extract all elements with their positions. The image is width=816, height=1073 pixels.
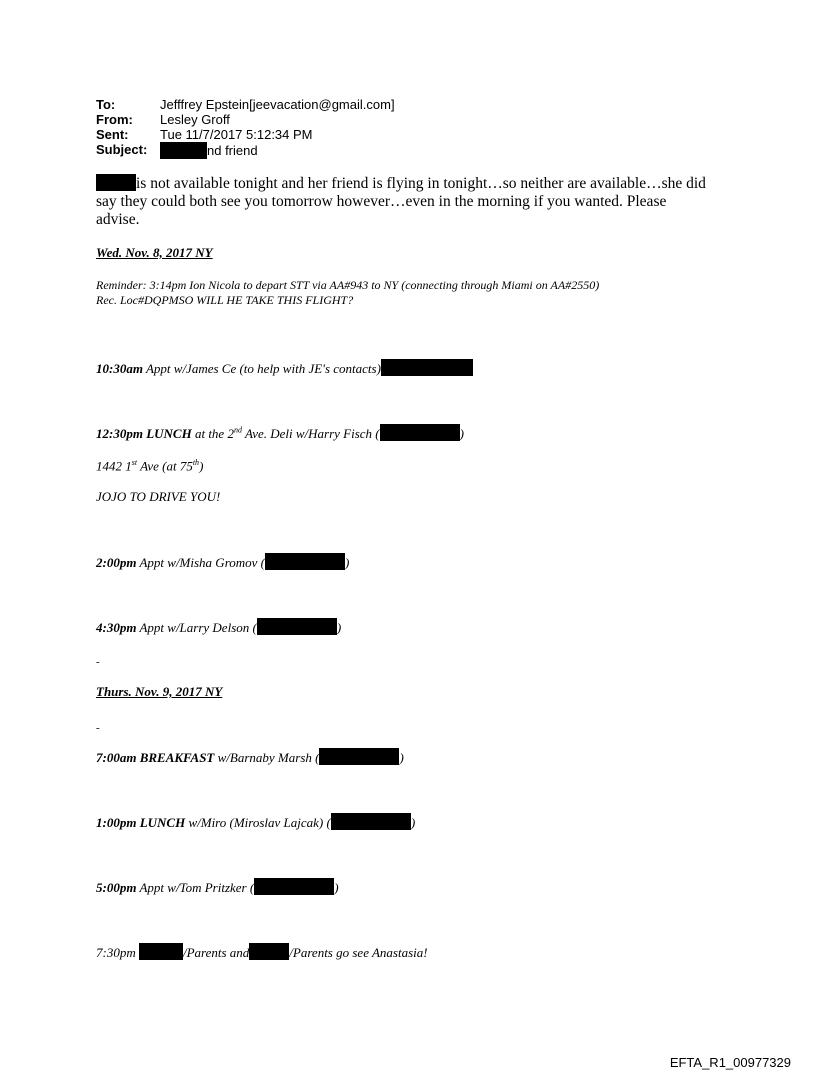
event-100: 1:00pm LUNCH w/Miro (Miroslav Lajcak) ( ) <box>96 815 416 830</box>
separator-dash: - <box>96 722 100 734</box>
redaction-box <box>249 943 289 960</box>
body-line-3: advise. <box>96 211 140 228</box>
event-time: 5:00pm <box>96 880 137 895</box>
event-time: 10:30am <box>96 361 143 376</box>
reminder-line-2: Rec. Loc#DQPMSO WILL HE TAKE THIS FLIGHT? <box>96 293 354 307</box>
redaction-box <box>381 359 473 376</box>
to-row <box>96 97 496 113</box>
sent-row <box>96 127 496 143</box>
redaction-box <box>265 553 345 570</box>
document-id: EFTA_R1_00977329 <box>669 1055 791 1070</box>
subject-row <box>96 142 496 160</box>
event-1230: 12:30pm LUNCH at the 2nd Ave. Deli w/Harry Fisch ( ) <box>96 425 464 441</box>
event-200: 2:00pm Appt w/Misha Gromov ( ) <box>96 555 350 570</box>
event-1230-note: JOJO TO DRIVE YOU! <box>96 489 221 504</box>
event-time: 7:00am BREAKFAST <box>96 750 215 765</box>
event-430: 4:30pm Appt w/Larry Delson ( ) <box>96 620 342 635</box>
event-time: 7:30pm <box>96 945 136 960</box>
redaction-box <box>96 174 136 191</box>
body-line-2: say they could both see you tomorrow however…even in the morning if you wanted. Please <box>96 193 667 210</box>
day1-heading: Wed. Nov. 8, 2017 NY <box>96 245 213 260</box>
event-700: 7:00am BREAKFAST w/Barnaby Marsh ( ) <box>96 750 404 765</box>
reminder-line-1: Reminder: 3:14pm Ion Nicola to depart STT via AA#943 to NY (connecting through Miami on AA#2550) <box>96 278 600 292</box>
redaction-box <box>380 424 460 441</box>
sent-value: Tue 11/7/2017 5:12:34 PM <box>160 127 313 142</box>
sent-label: Sent: <box>96 127 129 142</box>
event-500: 5:00pm Appt w/Tom Pritzker ( ) <box>96 880 339 895</box>
redaction-box <box>139 943 183 960</box>
event-730: 7:30pm /Parents and /Parents go see Anastasia! <box>96 945 428 960</box>
subject-value: nd friend <box>207 143 258 158</box>
event-text: Appt w/James Ce (to help with JE's contacts) <box>145 361 381 376</box>
subject-label: Subject: <box>96 142 148 157</box>
redaction-box <box>254 878 334 895</box>
redaction-box <box>257 618 337 635</box>
event-1230-address: 1442 1st Ave (at 75th) <box>96 458 204 474</box>
reminder <box>96 278 599 308</box>
from-value: Lesley Groff <box>160 112 230 127</box>
email-header <box>96 97 496 161</box>
email-body <box>96 174 736 229</box>
from-label: From: <box>96 112 133 127</box>
subject-value-wrap <box>160 142 258 159</box>
separator-dash: - <box>96 656 100 668</box>
event-time: 2:00pm <box>96 555 137 570</box>
from-row <box>96 112 496 128</box>
event-time: 1:00pm LUNCH <box>96 815 186 830</box>
event-time: 12:30pm LUNCH <box>96 426 192 441</box>
to-label: To: <box>96 97 116 112</box>
event-time: 4:30pm <box>96 620 137 635</box>
body-line-1: is not available tonight and her friend is flying in tonight…so neither are available…she did <box>96 174 736 193</box>
event-1030 <box>96 359 473 377</box>
redaction-box <box>331 813 411 830</box>
to-value: Jefffrey Epstein[jeevacation@gmail.com] <box>160 97 395 112</box>
redaction-box <box>319 748 399 765</box>
day2-heading: Thurs. Nov. 9, 2017 NY <box>96 684 223 699</box>
redaction-box <box>160 142 207 159</box>
